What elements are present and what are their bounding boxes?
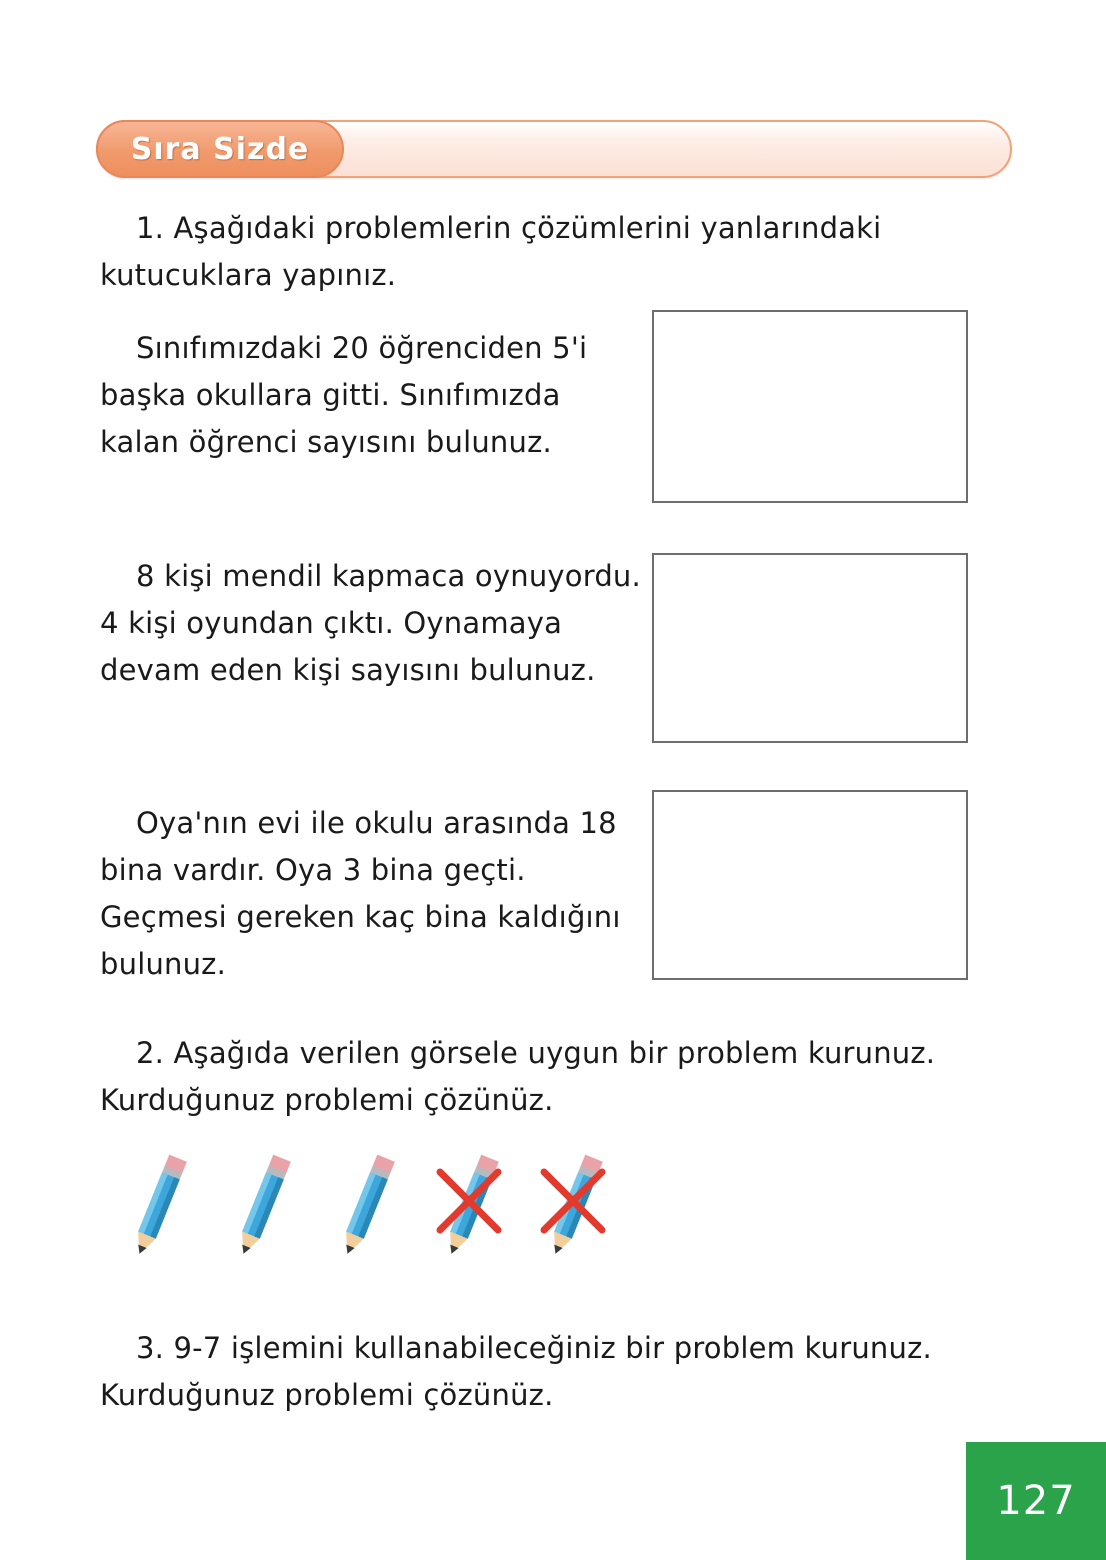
- section-title: Sıra Sizde: [130, 131, 310, 167]
- page-number: 127: [966, 1442, 1106, 1560]
- pencil-icon: [328, 1150, 402, 1268]
- question-2-text: 2. Aşağıda verilen görsele uygun bir problem kurunuz. Kurduğunuz problemi çözünüz.: [100, 1036, 945, 1117]
- section-banner-tab: [96, 120, 344, 178]
- pencil-icon: [432, 1150, 506, 1268]
- pencil-illustration: [120, 1150, 680, 1275]
- problem-2-text: 8 kişi mendil kapmaca oynuyordu. 4 kişi oyundan çıktı. Oynamaya devam eden kişi sayısını bulunuz.: [100, 559, 651, 687]
- problem-1-text: Sınıfımızdaki 20 öğrenciden 5'i başka okullara gitti. Sınıfımızda kalan öğrenci sayısını bulunuz.: [100, 331, 597, 459]
- question-1-text: 1. Aşağıdaki problemlerin çözümlerini yanlarındaki kutucuklara yapınız.: [100, 211, 891, 292]
- problem-3-text: Oya'nın evi ile okulu arasında 18 bina vardır. Oya 3 bina geçti. Geçmesi gereken kaç bina kaldığını bulunuz.: [100, 806, 631, 981]
- answer-box-3[interactable]: [652, 790, 968, 980]
- answer-box-1[interactable]: [652, 310, 968, 503]
- answer-box-2[interactable]: [652, 553, 968, 743]
- pencil-icon: [224, 1150, 298, 1268]
- pencil-icon: [120, 1150, 194, 1268]
- question-3-text: 3. 9-7 işlemini kullanabileceğiniz bir problem kurunuz. Kurduğunuz problemi çözünüz.: [100, 1331, 942, 1412]
- pencil-icon: [536, 1150, 610, 1268]
